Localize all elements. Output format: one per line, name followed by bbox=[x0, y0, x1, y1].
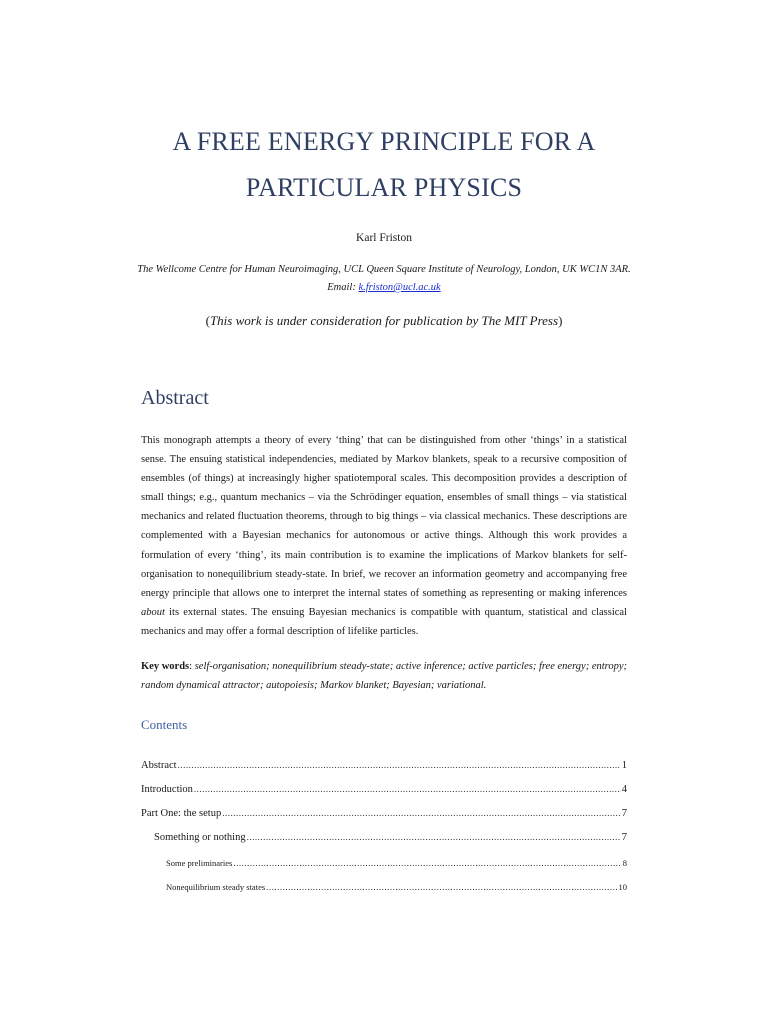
toc-label: Abstract bbox=[141, 760, 177, 771]
toc-page-number: 8 bbox=[622, 858, 627, 868]
keywords-paragraph bbox=[141, 657, 627, 695]
email-link[interactable]: k.friston@ucl.ac.uk bbox=[358, 282, 441, 293]
affiliation bbox=[128, 261, 640, 297]
toc-entry-some-preliminaries[interactable] bbox=[166, 858, 627, 868]
toc-leader-dots bbox=[194, 784, 621, 794]
contents-heading: Contents bbox=[141, 717, 188, 732]
toc-page-number: 4 bbox=[621, 784, 627, 795]
toc-label: Part One: the setup bbox=[141, 808, 222, 819]
toc-leader-dots bbox=[266, 882, 617, 892]
toc-leader-dots bbox=[233, 858, 621, 868]
paper-title-line-2: PARTICULAR PHYSICS bbox=[245, 173, 523, 202]
toc-leader-dots bbox=[247, 832, 621, 842]
abstract-about-emphasis: about bbox=[141, 606, 165, 618]
abstract-heading: Abstract bbox=[141, 387, 209, 409]
toc-page-number: 1 bbox=[621, 760, 627, 771]
toc-leader-dots bbox=[178, 760, 621, 770]
toc-entry-abstract[interactable] bbox=[141, 760, 627, 771]
toc-leader-dots bbox=[222, 808, 621, 818]
publication-note bbox=[0, 313, 768, 329]
toc-entry-part-one[interactable] bbox=[141, 808, 627, 819]
toc-entry-introduction[interactable] bbox=[141, 784, 627, 795]
toc-page-number: 10 bbox=[618, 882, 627, 892]
keywords-colon: : bbox=[189, 661, 195, 672]
toc-label: Some preliminaries bbox=[166, 858, 233, 868]
toc-page-number: 7 bbox=[621, 808, 627, 819]
abstract-paragraph bbox=[141, 431, 627, 641]
toc-label: Nonequilibrium steady states bbox=[166, 882, 266, 892]
note-text: This work is under consideration for publication by The MIT Press bbox=[209, 313, 559, 328]
author-name: Karl Friston bbox=[356, 232, 412, 244]
toc-entry-nonequilibrium-steady-states[interactable] bbox=[166, 882, 627, 892]
toc-page-number: 7 bbox=[621, 832, 627, 843]
note-open-paren: ( bbox=[205, 313, 210, 328]
toc-label: Something or nothing bbox=[154, 832, 246, 843]
note-close-paren: ) bbox=[558, 313, 563, 328]
paper-title-line-1: A FREE ENERGY PRINCIPLE FOR A bbox=[172, 127, 596, 156]
keywords-label: Key words bbox=[141, 661, 190, 672]
toc-label: Introduction bbox=[141, 784, 193, 795]
keywords-list: self-organisation; nonequilibrium steady-state; active inference; active particles; free energy; entropy; random dynamical attractor; autopoiesis; Markov blanket; Bayesian; variational. bbox=[141, 661, 628, 691]
affiliation-text: The Wellcome Centre for Human Neuroimaging, UCL Queen Square Institute of Neurology, London, UK WC1N 3AR. Email: bbox=[137, 264, 631, 293]
toc-entry-something-or-nothing[interactable] bbox=[154, 832, 627, 843]
abstract-text-part-1: This monograph attempts a theory of every ‘thing’ that can be distinguished from other ‘things’ in a statistical sense. The ensuing statistical independencies, mediated by Markov blankets, speak to a recursive composition of ensembles (of things) at increasingly higher spatiotemporal scales. This decomposition provides a description of small things; e.g., quantum mechanics – via the Schrödinger equation, ensembles of small things – via statistical mechanics and related fluctuation theorems, through to big things – via classical mechanics. These descriptions are complemented with a Bayesian mechanics for autonomous or active things. Although this work provides a formulation of every ‘thing’, its main contribution is to examine the implications of Markov blankets for self-organisation to nonequilibrium steady-state. In brief, we recover an information geometry and accompanying free energy principle that allows one to interpret the internal states of something as representing or making inferences bbox=[141, 435, 627, 599]
abstract-text-part-2: its external states. The ensuing Bayesian mechanics is compatible with quantum, statistical and classical mechanics and may offer a formal description of lifelike particles. bbox=[141, 606, 627, 637]
